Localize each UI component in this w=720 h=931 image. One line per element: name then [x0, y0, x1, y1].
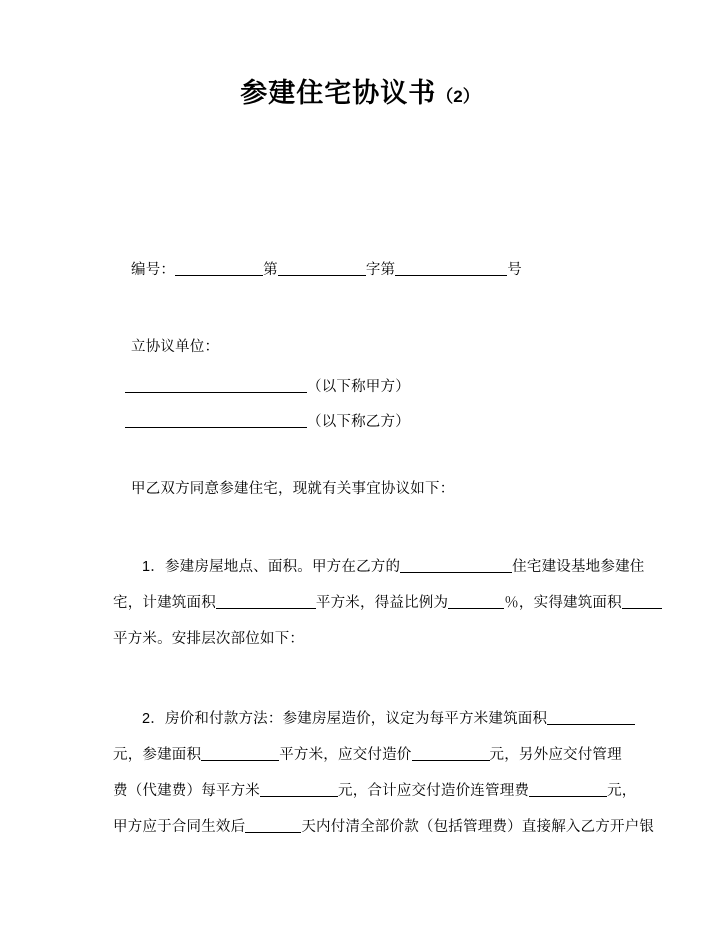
clause-1-blank-location[interactable]	[400, 557, 512, 573]
clause-2-l3-seg-3: 元，	[607, 783, 637, 799]
party-b-blank[interactable]	[125, 412, 307, 428]
clause-1-l2-seg-2: 平方米，得益比例为	[315, 595, 449, 611]
parties-heading-row	[113, 329, 618, 365]
clause-2-seg-1: 房价和付款方法：参建房屋造价，议定为每平方米建筑面积	[164, 711, 548, 727]
serial-number-row	[113, 252, 618, 288]
party-b-line	[113, 404, 618, 440]
clause-1-seg-2: 住宅建设基地参建住	[512, 559, 645, 575]
clause-2-line-1	[113, 701, 618, 737]
clause-2-blank-build-area[interactable]	[201, 745, 279, 761]
clause-1-blank-actual-area[interactable]	[622, 593, 662, 609]
preamble-paragraph	[113, 471, 618, 507]
serial-number-line	[113, 252, 618, 288]
clause-2	[113, 701, 655, 845]
clause-2-l4-seg-2: 天内付清全部价款（包括管理费）直接解入乙方开户银	[301, 819, 655, 835]
parties-heading-line	[113, 329, 618, 365]
clause-2-line-3	[113, 773, 637, 809]
clause-2-blank-grand-total[interactable]	[529, 781, 607, 797]
preamble-row	[113, 471, 618, 507]
clause-2-line-4	[113, 809, 655, 845]
clause-1-blank-ratio[interactable]	[448, 593, 504, 609]
clause-1-number: 1．	[142, 559, 165, 575]
clause-2-blank-unit-price[interactable]	[547, 709, 635, 725]
clause-2-line-2	[113, 737, 622, 773]
serial-sep-1: 第	[263, 262, 278, 278]
clause-1-l3-seg-1: 平方米。安排层次部位如下：	[113, 631, 305, 647]
clause-1-line-3	[113, 621, 618, 657]
party-a-line	[113, 369, 618, 405]
clause-1-l2-seg-1: 宅，计建筑面积	[113, 595, 216, 611]
clause-2-blank-mgmt-fee-unit[interactable]	[260, 781, 338, 797]
clause-2-blank-total-cost[interactable]	[412, 745, 490, 761]
party-a-note: （以下称甲方）	[307, 379, 410, 395]
party-b-row	[113, 404, 618, 440]
clause-1-line-1	[113, 549, 645, 585]
serial-label: 编号：	[131, 262, 176, 278]
page-title-suffix: （2）	[436, 87, 480, 106]
clause-2-number: 2．	[142, 711, 165, 727]
clause-1	[113, 549, 645, 657]
clause-2-blank-days[interactable]	[245, 817, 301, 833]
parties-heading: 立协议单位：	[131, 339, 220, 355]
clause-1-l2-seg-3: ％，实得建筑面积	[504, 595, 622, 611]
serial-blank-2[interactable]	[278, 260, 366, 276]
page-title	[0, 74, 720, 116]
serial-blank-1[interactable]	[175, 260, 263, 276]
clause-1-seg-1: 参建房屋地点、面积。甲方在乙方的	[164, 559, 401, 575]
clause-2-l4-seg-1: 甲方应于合同生效后	[113, 819, 246, 835]
serial-blank-3[interactable]	[395, 260, 507, 276]
clause-2-l2-seg-1: 元，参建面积	[113, 747, 202, 763]
page-title-main: 参建住宅协议书	[240, 78, 437, 108]
party-a-blank[interactable]	[125, 377, 307, 393]
clause-2-l2-seg-3: 元，另外应交付管理	[489, 747, 622, 763]
party-b-note: （以下称乙方）	[307, 414, 410, 430]
party-a-row	[113, 369, 618, 405]
clause-2-l2-seg-2: 平方米，应交付造价	[279, 747, 412, 763]
clause-2-l3-seg-1: 费（代建费）每平方米	[113, 783, 260, 799]
clause-1-line-2	[113, 585, 622, 621]
serial-sep-2: 字第	[365, 262, 396, 278]
serial-sep-3: 号	[507, 262, 522, 278]
clause-2-l3-seg-2: 元，合计应交付造价连管理费	[338, 783, 530, 799]
clause-1-blank-area[interactable]	[216, 593, 316, 609]
preamble-text: 甲乙双方同意参建住宅，现就有关事宜协议如下：	[131, 481, 455, 497]
